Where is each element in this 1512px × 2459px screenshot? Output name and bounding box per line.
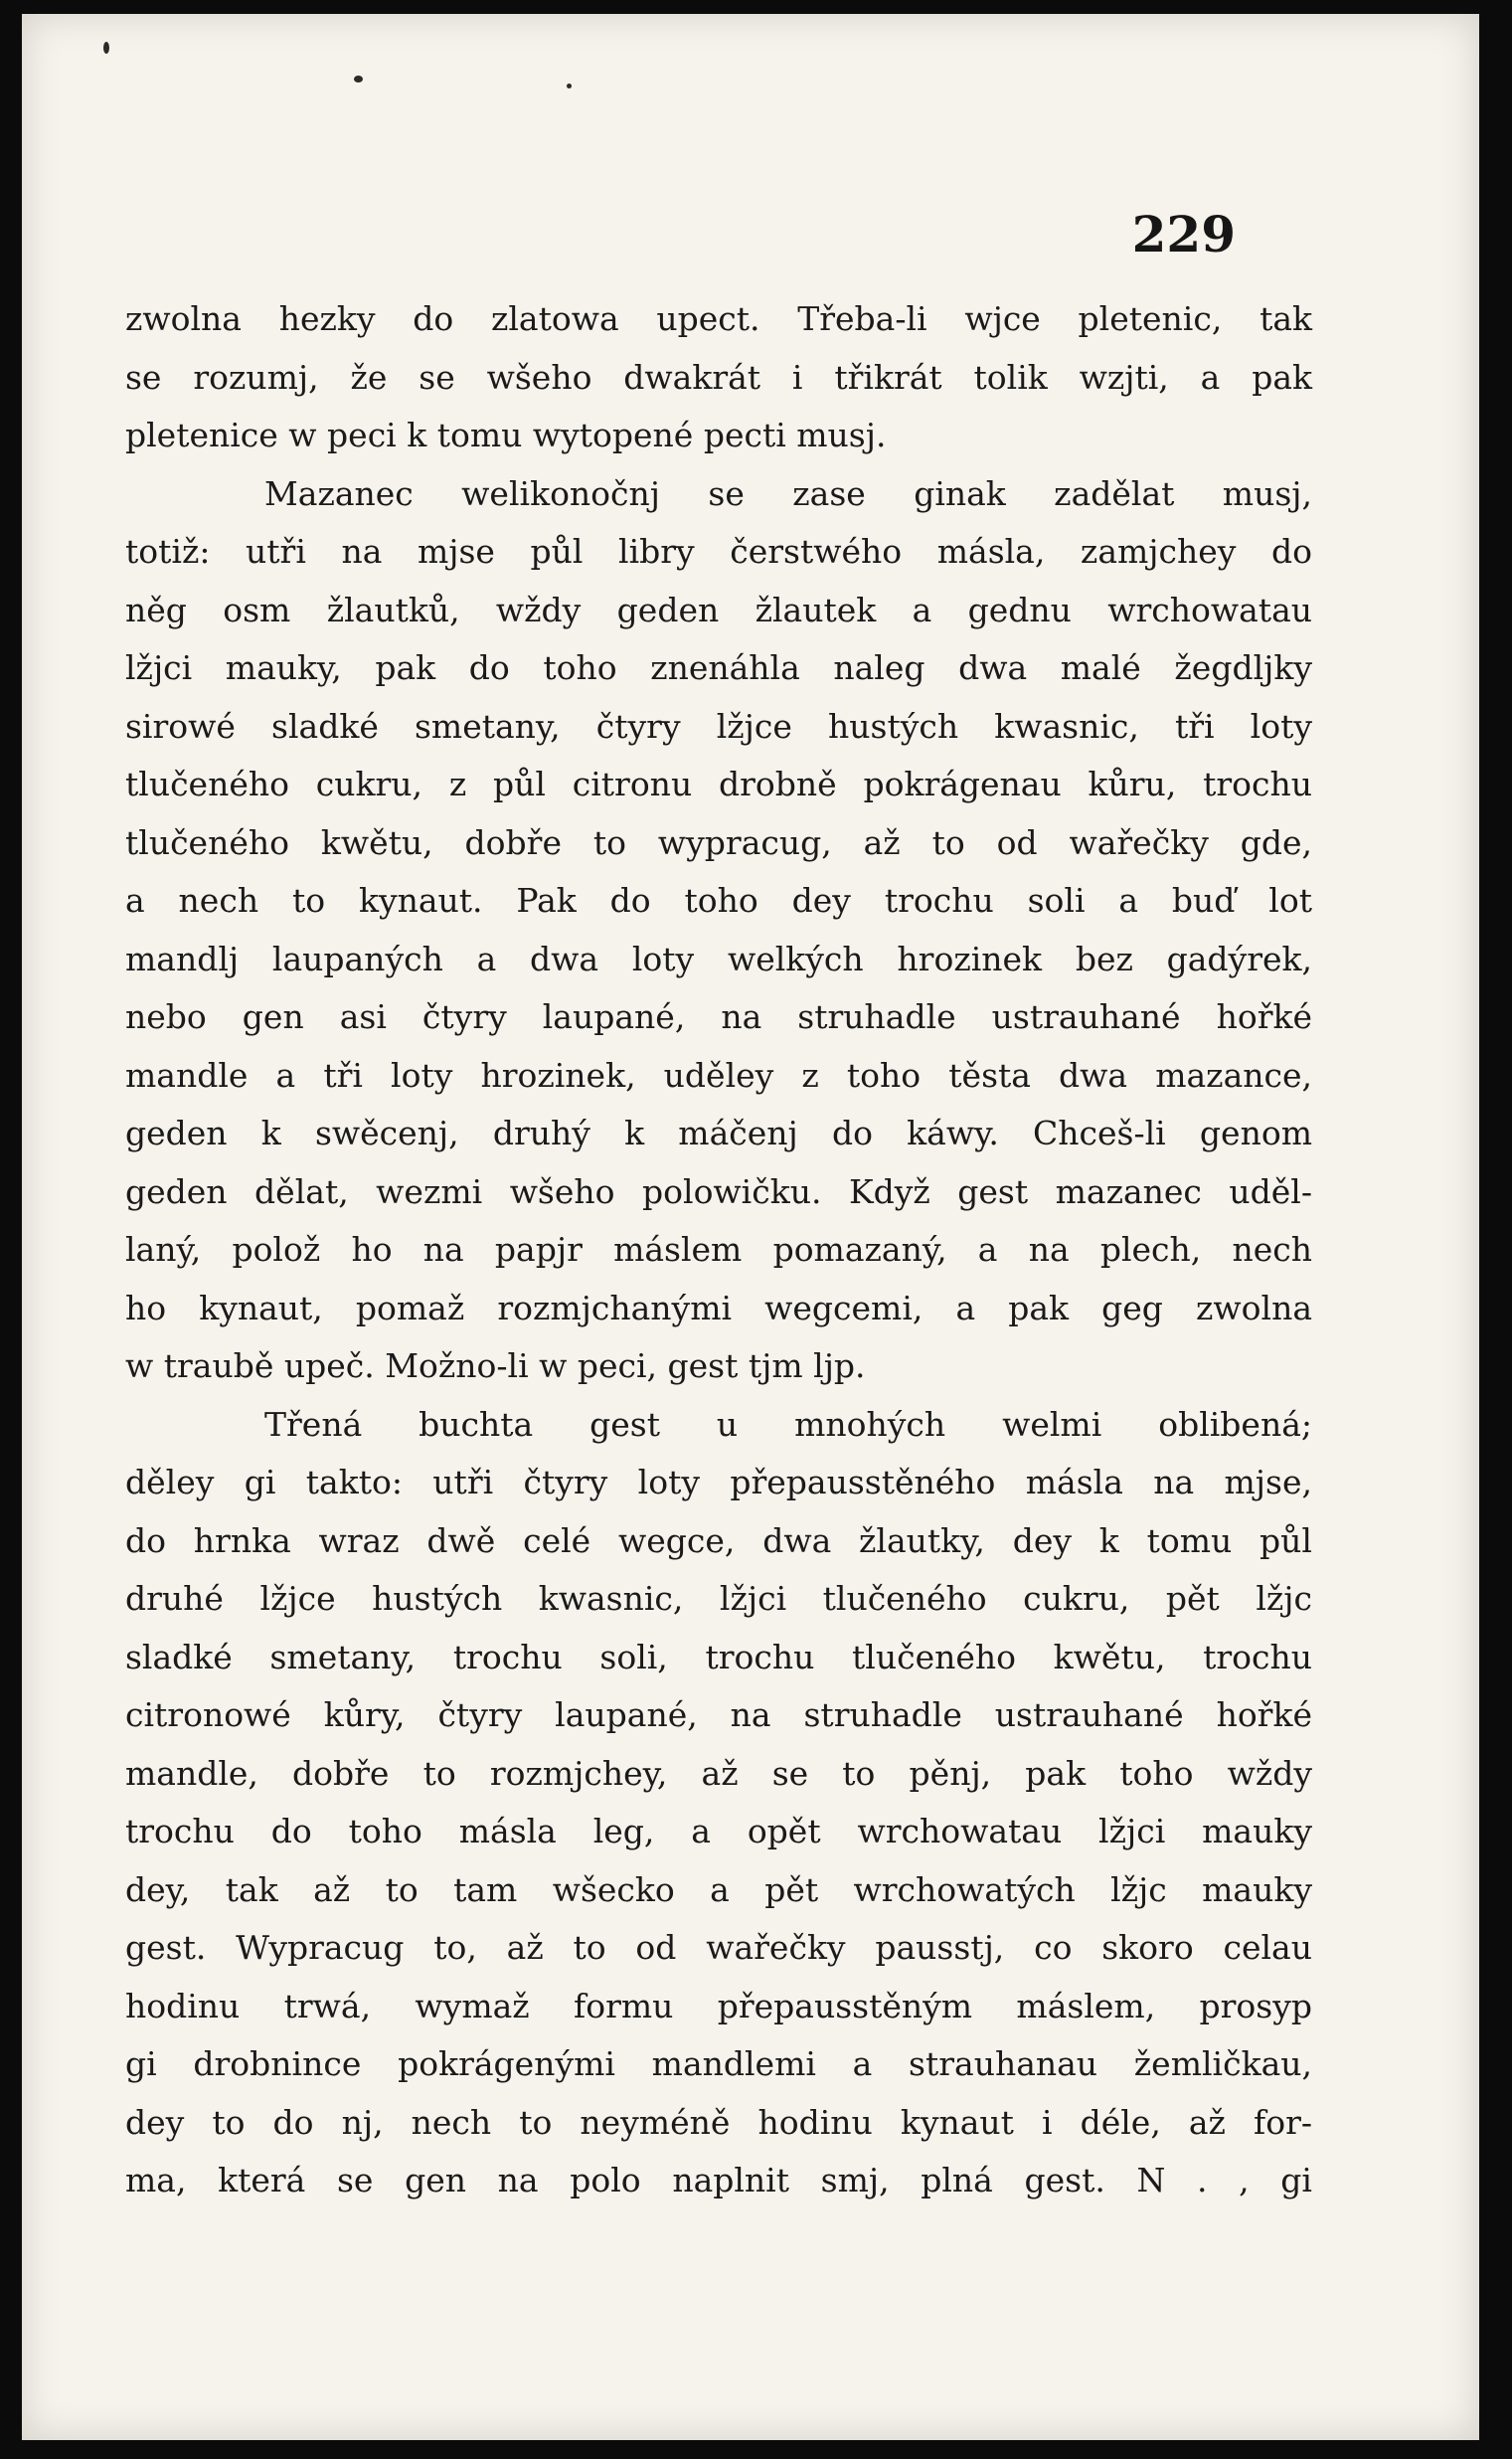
text-line: gi drobnince pokrágenými mandlemi a strauhanau žemličkau,	[125, 2044, 1312, 2083]
text-line: geden k swěcenj, druhý k máčenj do káwy. Chceš-li genom	[125, 1114, 1312, 1152]
text-line: mandlj laupaných a dwa loty welkých hrozinek bez gadýrek,	[125, 939, 1312, 978]
text-line: sladké smetany, trochu soli, trochu tlučeného kwětu, trochu	[125, 1637, 1312, 1676]
text-line: do hrnka wraz dwě celé wegce, dwa žlautky, dey k tomu půl	[125, 1520, 1312, 1560]
text-line: pletenice w peci k tomu wytopené pecti musj.	[125, 416, 887, 454]
ink-speck	[103, 42, 109, 54]
text-line: ho kynaut, pomaž rozmjchanými wegcemi, a pak geg zwolna	[125, 1288, 1312, 1327]
ink-speck	[567, 84, 572, 88]
text-line: w traubě upeč. Možno-li w peci, gest tjm ljp.	[125, 1346, 866, 1385]
text-line: mandle a tři loty hrozinek, uděley z toho těsta dwa mazance,	[125, 1055, 1312, 1095]
text-line: lžjci mauky, pak do toho znenáhla naleg dwa malé žegdljky	[125, 648, 1312, 687]
text-line: se rozumj, že se wšeho dwakrát i třikrát tolik wzjti, a pak	[125, 357, 1312, 397]
text-line: druhé lžjce hustých kwasnic, lžjci tlučeného cukru, pět lžjc	[125, 1579, 1312, 1618]
text-line: totiž: utři na mjse půl libry čerstwého másla, zamjchey do	[125, 532, 1312, 571]
text-line: a nech to kynaut. Pak do toho dey trochu soli a buď lot	[125, 881, 1312, 920]
text-line: nebo gen asi čtyry laupané, na struhadle ustrauhané hořké	[125, 997, 1312, 1036]
ink-speck	[354, 76, 363, 83]
text-line: geden dělat, wezmi wšeho polowičku. Když gest mazanec uděl-	[125, 1171, 1312, 1211]
text-line: dey to do nj, nech to neyméně hodinu kynaut i déle, až for-	[125, 2102, 1312, 2142]
text-line: tlučeného kwětu, dobře to wypracug, až to od wařečky gde,	[125, 822, 1312, 862]
text-line: citronowé kůry, čtyry laupané, na struhadle ustrauhané hořké	[125, 1695, 1312, 1734]
text-line: laný, polož ho na papjr máslem pomazaný, a na plech, nech	[125, 1230, 1312, 1269]
page-body-text	[125, 290, 1312, 2210]
text-line: dey, tak až to tam wšecko a pět wrchowatých lžjc mauky	[125, 1869, 1312, 1909]
text-line: děley gi takto: utři čtyry loty přepausstěného másla na mjse,	[125, 1463, 1312, 1501]
paragraph-start-line: Třená buchta gest u mnohých welmi oblibená;	[264, 1404, 1312, 1444]
text-line: něg osm žlautků, wždy geden žlautek a gednu wrchowatau	[125, 590, 1312, 629]
paragraph-start-line: Mazanec welikonočnj se zase ginak zadělat musj,	[264, 473, 1312, 513]
text-line: mandle, dobře to rozmjchey, až se to pěnj, pak toho wždy	[125, 1753, 1312, 1793]
text-line: gest. Wypracug to, až to od wařečky pausstj, co skoro celau	[125, 1928, 1312, 1967]
text-line: trochu do toho másla leg, a opět wrchowatau lžjci mauky	[125, 1812, 1312, 1850]
text-line: ma, která se gen na polo naplnit smj, plná gest. N . , gi	[125, 2161, 1312, 2199]
text-line: sirowé sladké smetany, čtyry lžjce hustých kwasnic, tři loty	[125, 706, 1312, 746]
text-line: tlučeného cukru, z půl citronu drobně pokrágenau kůru, trochu	[125, 765, 1312, 803]
page-number: 229	[1131, 205, 1236, 263]
text-line: zwolna hezky do zlatowa upect. Třeba-li wjce pletenic, tak	[125, 299, 1312, 338]
text-line: hodinu trwá, wymaž formu přepausstěným máslem, prosyp	[125, 1986, 1312, 2025]
